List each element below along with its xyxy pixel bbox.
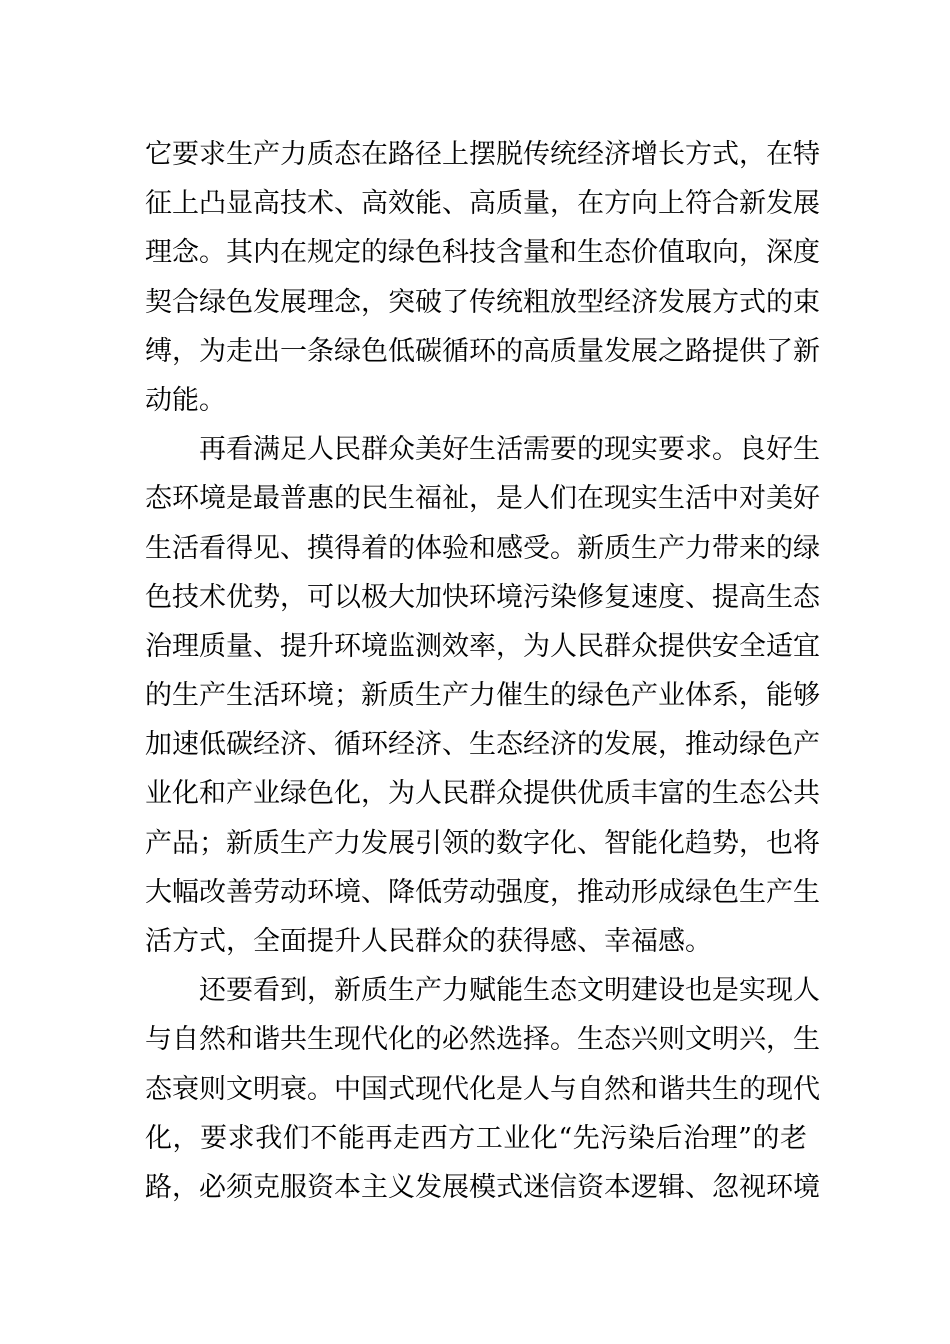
text-line: 征上凸显高技术、高效能、高质量，在方向上符合新发展	[145, 188, 820, 220]
text-line: 它要求生产力质态在路径上摆脱传统经济增长方式，在特	[145, 139, 820, 170]
text-line: 态环境是最普惠的民生福祉，是人们在现实生活中对美好	[145, 483, 820, 515]
text-line: 活方式，全面提升人民群众的获得感、幸福感。	[145, 926, 712, 957]
text-line: 路，必须克服资本主义发展模式迷信资本逻辑、忽视环境	[145, 1171, 820, 1203]
text-line: 契合绿色发展理念，突破了传统粗放型经济发展方式的束	[145, 286, 820, 318]
text-line: 缚，为走出一条绿色低碳循环的高质量发展之路提供了新	[145, 335, 820, 367]
text-line: 态衰则文明衰。中国式现代化是人与自然和谐共生的现代	[145, 1073, 820, 1105]
text-line: 还要看到，新质生产力赋能生态文明建设也是实现人	[199, 975, 820, 1007]
text-line: 化，要求我们不能再走西方工业化“先污染后治理”的老	[145, 1122, 807, 1154]
text-line: 再看满足人民群众美好生活需要的现实要求。良好生	[199, 434, 820, 466]
text-line: 的生产生活环境；新质生产力催生的绿色产业体系，能够	[145, 680, 820, 712]
text-line: 与自然和谐共生现代化的必然选择。生态兴则文明兴，生	[145, 1024, 820, 1056]
text-line: 产品；新质生产力发展引领的数字化、智能化趋势，也将	[145, 827, 820, 859]
text-line: 生活看得见、摸得着的体验和感受。新质生产力带来的绿	[145, 532, 820, 564]
text-line: 业化和产业绿色化，为人民群众提供优质丰富的生态公共	[145, 778, 820, 810]
text-line: 大幅改善劳动环境、降低劳动强度，推动形成绿色生产生	[145, 876, 820, 908]
text-line: 治理质量、提升环境监测效率，为人民群众提供安全适宜	[145, 630, 820, 662]
text-line: 动能。	[145, 384, 226, 416]
body-text	[145, 130, 820, 1212]
text-line: 理念。其内在规定的绿色科技含量和生态价值取向，深度	[145, 237, 820, 269]
text-line: 色技术优势，可以极大加快环境污染修复速度、提高生态	[145, 581, 820, 613]
text-line: 加速低碳经济、循环经济、生态经济的发展，推动绿色产	[145, 729, 820, 761]
